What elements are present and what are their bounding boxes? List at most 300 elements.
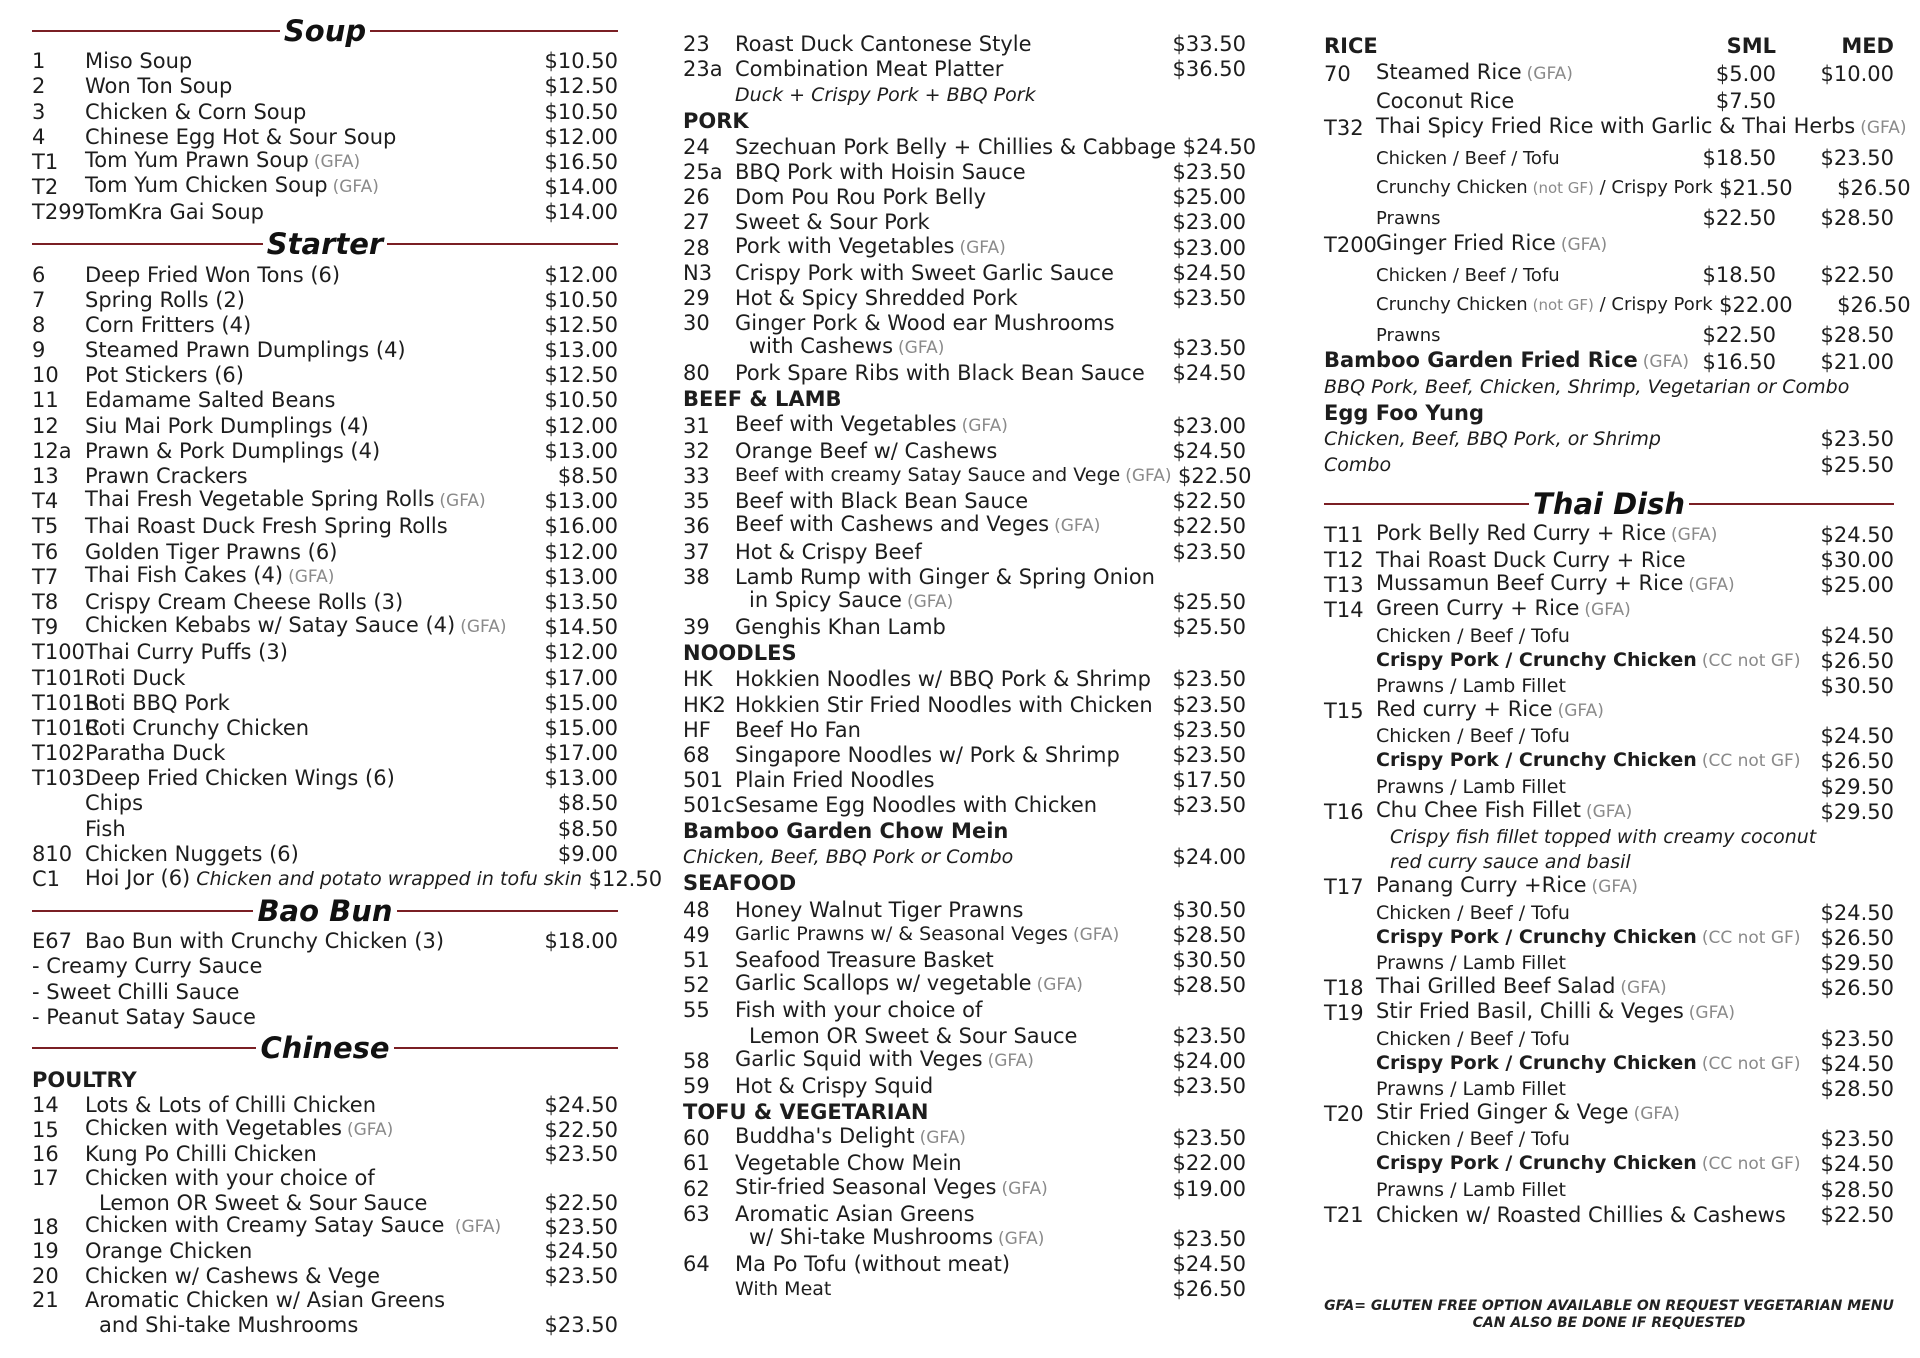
item-price: $25.50 (1172, 615, 1246, 640)
menu-item (683, 82, 1246, 107)
item-title: Orange Chicken (85, 1239, 253, 1264)
item-title: Prawn & Pork Dumplings (4) (85, 438, 381, 463)
item-note: Combo (1324, 453, 1392, 476)
item-title: Thai Grilled Beef Salad (1376, 974, 1616, 999)
item-number: 23a (683, 57, 723, 82)
menu-item (32, 791, 618, 816)
item-price: $19.00 (1172, 1176, 1246, 1201)
item-title: Chicken / Beef / Tofu (1376, 1027, 1570, 1050)
item-price: $24.50 (544, 1093, 618, 1118)
item-price: $13.50 (544, 589, 618, 614)
thai-item (1324, 1026, 1894, 1051)
item-name (85, 817, 538, 842)
item-title: and Shi-take Mushrooms (99, 1312, 359, 1337)
item-price: $22.50 (544, 1117, 618, 1142)
sauce-option (32, 1005, 618, 1030)
item-name (85, 464, 538, 489)
item-note: BBQ Pork, Beef, Chicken, Shrimp, Vegetarian or Combo (1324, 376, 1850, 399)
menu-item (683, 439, 1246, 464)
item-title: Fish with your choice of (735, 998, 983, 1023)
item-title: Roti Crunchy Chicken (85, 715, 310, 740)
item-title: Chicken with Creamy Satay Sauce (85, 1213, 445, 1238)
item-name (735, 1225, 1166, 1252)
thai-item (1324, 976, 1894, 1001)
item-number: 4 (32, 124, 46, 149)
item-number: 39 (683, 615, 710, 640)
menu-item (683, 32, 1246, 57)
sauce-option (32, 979, 618, 1004)
item-name (735, 718, 1166, 743)
item-name (85, 691, 538, 716)
item-price: $12.00 (544, 413, 618, 438)
item-title: Roast Duck Cantonese Style (735, 32, 1032, 57)
item-name (1376, 775, 1814, 800)
item-number: 80 (683, 361, 710, 386)
item-number: 48 (683, 897, 710, 922)
gfa-tag: (GFA) (1688, 1003, 1736, 1024)
item-number: 32 (683, 438, 710, 463)
item-number: T299 (32, 200, 85, 225)
menu-item (32, 590, 618, 615)
item-price: $25.00 (1820, 573, 1894, 598)
item-title: Beef with Black Bean Sauce (735, 489, 1029, 514)
item-title: in Spicy Sauce (749, 587, 902, 612)
item-title: Thai Fish Cakes (4) (85, 562, 284, 587)
item-number: 35 (683, 489, 710, 514)
item-number: T103 (32, 766, 85, 791)
item-price: $30.00 (1820, 547, 1894, 572)
gfa-tag: (GFA) (898, 338, 945, 359)
thai-item (1324, 724, 1894, 749)
item-title: Fish (85, 816, 126, 841)
item-title: Hot & Crispy Squid (735, 1073, 934, 1098)
category-label: Bamboo Garden Chow Mein (683, 819, 1009, 844)
menu-item (32, 766, 618, 791)
menu-item (32, 1289, 618, 1313)
item-price: $14.00 (544, 175, 618, 200)
gfa-tag: (GFA) (919, 1128, 966, 1149)
item-number: T9 (32, 615, 59, 640)
gfa-tag: (GFA) (1054, 516, 1101, 537)
item-number: T100 (32, 640, 85, 665)
menu-item (683, 768, 1246, 793)
item-price: $26.50 (1820, 648, 1894, 673)
item-name (735, 57, 1166, 82)
item-price: $24.50 (1172, 361, 1246, 386)
item-title: Sesame Egg Noodles with Chicken (735, 793, 1098, 818)
menu-item (32, 413, 618, 438)
item-title: Pork with Vegetables (735, 233, 955, 258)
gfa-tag: (CC not GF) (1701, 1053, 1801, 1074)
gfa-tag: (CC not GF) (1701, 1154, 1801, 1175)
item-title: Chicken Nuggets (6) (85, 841, 299, 866)
item-name (1376, 1178, 1814, 1203)
item-price: $23.50 (544, 1215, 618, 1240)
menu-item (32, 147, 618, 175)
thai-item (1324, 520, 1894, 548)
item-name (85, 414, 538, 439)
item-price: $29.50 (1820, 950, 1894, 975)
item-title: Sweet & Sour Pork (735, 210, 930, 235)
item-name (85, 439, 538, 464)
item-number: HK2 (683, 692, 726, 717)
item-number: 49 (683, 922, 710, 947)
menu-item (32, 539, 618, 564)
item-number: 2 (32, 74, 46, 99)
item-number: 68 (683, 742, 710, 767)
rule-line (370, 30, 618, 32)
menu-item (683, 1046, 1246, 1074)
item-number: 26 (683, 185, 710, 210)
item-price: $10.50 (544, 99, 618, 124)
item-title: Steamed Rice (1376, 60, 1522, 84)
item-name (85, 1142, 538, 1167)
item-name (1376, 114, 1907, 141)
rice-item (1324, 318, 1894, 348)
item-name (85, 288, 538, 313)
item-price: $12.00 (544, 124, 618, 149)
item-title: Crispy Pork with Sweet Garlic Sauce (735, 260, 1114, 285)
item-name (1376, 146, 1696, 171)
item-title: Beef with Vegetables (735, 411, 957, 436)
item-title: Pork Spare Ribs with Black Bean Sauce (735, 361, 1145, 386)
menu-item (32, 388, 618, 413)
item-price: $18.00 (544, 929, 618, 954)
item-number: 25a (683, 159, 723, 184)
item-name (1376, 1051, 1814, 1077)
item-note: Chicken and potato wrapped in tofu skin (196, 868, 583, 890)
item-number: 64 (683, 1252, 710, 1277)
item-title: Bao Bun with Crunchy Chicken (3) (85, 929, 445, 954)
item-title: Crispy Pork / Crunchy Chicken (1376, 1152, 1697, 1175)
item-price: $22.00 (1172, 1151, 1246, 1176)
item-title-extra: / Crispy Pork (1593, 294, 1713, 315)
item-name (1376, 521, 1814, 548)
item-price: $23.50 (1820, 1026, 1894, 1051)
rice-item (1324, 60, 1894, 87)
item-name (1376, 60, 1696, 87)
item-title: Thai Fresh Vegetable Spring Rolls (85, 487, 435, 512)
item-number: 3 (32, 99, 46, 124)
item-price: $16.00 (544, 514, 618, 539)
gfa-tag: (GFA) (346, 1119, 394, 1140)
item-price: $23.00 (1172, 413, 1246, 438)
item-name (85, 1191, 538, 1216)
category-label: PORK (683, 108, 749, 133)
item-title: Tom Yum Prawn Soup (85, 147, 309, 172)
item-number: 17 (32, 1166, 59, 1191)
item-number: T20 (1324, 1102, 1364, 1127)
thai-item (1324, 900, 1894, 925)
category-label: RICE (1324, 34, 1378, 58)
item-name (1376, 231, 1696, 258)
item-title: Stir Fried Basil, Chilli & Veges (1376, 999, 1684, 1024)
item-name (85, 338, 538, 363)
item-title: Lemon OR Sweet & Sour Sauce (99, 1190, 428, 1215)
item-price: $30.50 (1820, 673, 1894, 698)
menu-item (32, 288, 618, 313)
item-price: $22.50 (1172, 489, 1246, 514)
menu-item (683, 311, 1246, 336)
item-name (735, 234, 1166, 261)
item-name (85, 1213, 538, 1240)
section-title: Soup (283, 13, 367, 48)
rule-line (32, 1047, 256, 1049)
rice-item (1324, 201, 1894, 231)
item-price: $8.50 (557, 464, 618, 488)
item-number: 12a (32, 438, 72, 463)
item-title: TomKra Gai Soup (85, 200, 264, 225)
menu-item (32, 1094, 618, 1118)
item-name (735, 1175, 1166, 1202)
item-price: $28.50 (1172, 973, 1246, 998)
menu-item (683, 667, 1246, 692)
thai-item (1324, 674, 1894, 699)
item-note: Duck + Crispy Pork + BBQ Pork (735, 83, 1036, 106)
item-title: Stir-fried Seasonal Veges (735, 1174, 997, 1199)
menu-item (32, 741, 618, 766)
gfa-tag: (GFA) (1688, 575, 1735, 596)
item-title: Beef Ho Fan (735, 717, 861, 742)
rice-item (1324, 114, 1907, 141)
item-price: $25.50 (1172, 589, 1246, 614)
item-name (735, 286, 1166, 311)
item-title: with Cashews (749, 334, 894, 359)
item-price: $23.50 (1172, 285, 1246, 310)
item-title: Garlic Squid with Veges (735, 1046, 983, 1071)
item-number: 37 (683, 539, 710, 564)
price-medium: $26.50 (1837, 176, 1911, 200)
item-price: $24.00 (1172, 1048, 1246, 1073)
menu-item (683, 1074, 1246, 1099)
item-price: $8.50 (557, 791, 618, 816)
item-name (1376, 824, 1816, 850)
menu-column-2 (683, 12, 1257, 1302)
item-price: $24.50 (1172, 260, 1246, 285)
item-title: BBQ Pork with Hoisin Sauce (735, 159, 1026, 184)
item-name (735, 1047, 1166, 1074)
price-medium: $23.50 (1820, 146, 1894, 170)
menu-item (32, 665, 618, 690)
menu-item (32, 74, 618, 99)
item-price: $23.50 (544, 1263, 618, 1288)
thai-item (1324, 573, 1894, 598)
item-number: T13 (1324, 573, 1364, 598)
item-name (85, 590, 538, 615)
item-name (85, 1166, 538, 1191)
item-number: 29 (683, 285, 710, 310)
item-title: Hot & Spicy Shredded Pork (735, 285, 1018, 310)
item-name (735, 311, 1166, 336)
item-name (85, 173, 538, 200)
gfa-tag: (GFA) (460, 617, 507, 638)
item-title: Plain Fried Noodles (735, 768, 935, 793)
item-title: Chicken with Vegetables (85, 1115, 342, 1140)
rice-item (1324, 87, 1894, 114)
gfa-tag: (GFA) (288, 566, 335, 587)
item-name (735, 210, 1166, 235)
menu-item (32, 338, 618, 363)
menu-item (683, 261, 1246, 286)
menu-column-1 (32, 12, 663, 1338)
item-number: 16 (32, 1141, 59, 1166)
item-name (735, 463, 1172, 489)
price-medium: $22.50 (1820, 263, 1894, 287)
item-title: Prawn Crackers (85, 464, 248, 488)
item-name (85, 766, 538, 791)
item-price: $23.50 (544, 1141, 618, 1166)
gfa-tag: (GFA) (449, 1217, 502, 1238)
price-small: $22.50 (1702, 323, 1776, 347)
sauce-name: - Peanut Satay Sauce (32, 1004, 256, 1029)
thai-item (1324, 797, 1894, 825)
gfa-tag: (GFA) (1620, 978, 1667, 999)
item-title: With Meat (735, 1278, 832, 1301)
item-title: Chicken / Beef / Tofu (1376, 265, 1560, 286)
gfa-tag: (GFA) (906, 591, 954, 612)
item-title: Roti Duck (85, 665, 186, 690)
item-number: 61 (683, 1151, 710, 1176)
rice-item (1324, 258, 1894, 288)
item-title: Garlic Scallops w/ vegetable (735, 971, 1032, 996)
item-number: 10 (32, 363, 59, 388)
item-name (1376, 697, 1814, 724)
item-price: $13.00 (544, 489, 618, 514)
item-number: 28 (683, 235, 710, 260)
menu-item (32, 842, 618, 867)
item-price: $14.00 (544, 200, 618, 225)
item-title: w/ Shi-take Mushrooms (749, 1224, 994, 1249)
item-name (85, 200, 538, 225)
item-price: $9.00 (557, 841, 618, 866)
item-price: $30.50 (1172, 948, 1246, 972)
item-title: Garlic Prawns w/ & Seasonal Veges (735, 922, 1068, 945)
item-number: 7 (32, 287, 46, 312)
item-name (1376, 1151, 1814, 1177)
item-number: 21 (32, 1288, 59, 1313)
menu-item (32, 615, 618, 640)
item-name (735, 160, 1166, 185)
item-name (735, 1151, 1166, 1176)
item-price: $23.50 (1820, 427, 1894, 452)
item-price: $12.00 (544, 539, 618, 564)
menu-item (32, 49, 618, 74)
item-price: $23.50 (1172, 1023, 1246, 1048)
item-title: Prawns / Lamb Fillet (1376, 775, 1566, 798)
item-name (1376, 925, 1814, 951)
size-medium-header: MED (1841, 34, 1894, 58)
item-price: $26.50 (1820, 749, 1894, 774)
thai-item (1324, 850, 1894, 875)
menu-item (32, 929, 618, 954)
item-title: Beef with creamy Satay Sauce and Vege (735, 464, 1121, 486)
gfa-tag: (GFA) (1633, 1104, 1680, 1125)
item-title: Genghis Khan Lamb (735, 615, 946, 640)
item-price: $26.50 (1820, 976, 1894, 1001)
item-note: Chicken, Beef, BBQ Pork, or Shrimp (1324, 428, 1661, 451)
item-note: Chicken, Beef, BBQ Pork or Combo (683, 846, 1014, 869)
menu-item (683, 361, 1246, 386)
item-name (735, 32, 1166, 57)
item-title: Lemon OR Sweet & Sour Sauce (749, 1023, 1078, 1048)
item-number: T21 (1324, 1202, 1364, 1227)
menu-item (32, 262, 618, 287)
menu-item (32, 691, 618, 716)
item-number: 33 (683, 464, 710, 488)
gfa-tag: (GFA) (961, 415, 1008, 436)
menu-item (683, 160, 1246, 185)
menu-item (683, 185, 1246, 210)
gfa-footnote: GFA= GLUTEN FREE OPTION AVAILABLE ON REQUEST VEGETARIAN MENU CAN ALSO BE DONE IF REQUESTED (1324, 1298, 1894, 1331)
item-title: Tom Yum Chicken Soup (85, 173, 328, 198)
item-name (1376, 323, 1696, 348)
menu-item (683, 1202, 1246, 1227)
item-price: $33.50 (1172, 32, 1246, 57)
item-name (735, 948, 1166, 973)
item-price: $28.50 (1820, 1076, 1894, 1101)
menu-item (683, 845, 1246, 870)
menu-item (683, 948, 1246, 973)
item-title: Singapore Noodles w/ Pork & Shrimp (735, 742, 1120, 767)
item-number: T16 (1324, 799, 1364, 824)
item-title: Hokkien Noodles w/ BBQ Pork & Shrimp (735, 667, 1151, 692)
item-price: $23.00 (1172, 210, 1246, 235)
item-price: $24.50 (1820, 623, 1894, 648)
thai-item (1324, 1152, 1894, 1177)
item-name (85, 1116, 538, 1143)
item-number: T8 (32, 589, 59, 614)
item-name (85, 388, 538, 413)
item-title: Ma Po Tofu (without meat) (735, 1252, 1011, 1277)
item-title: Crispy Cream Cheese Rolls (3) (85, 589, 404, 614)
category-label: NOODLES (683, 641, 797, 666)
category-label: TOFU & VEGETARIAN (683, 1099, 929, 1124)
item-name (735, 361, 1166, 386)
item-name (735, 439, 1166, 464)
item-name (85, 842, 538, 867)
item-number: 38 (683, 564, 710, 589)
item-title: Prawns / Lamb Fillet (1376, 1178, 1566, 1201)
item-number: 501 (683, 768, 724, 793)
item-price: $28.50 (1820, 1177, 1894, 1202)
item-number: 12 (32, 413, 59, 438)
item-number: 23 (683, 32, 710, 57)
item-title: Corn Fritters (4) (85, 312, 252, 337)
item-number: 1 (32, 49, 46, 74)
item-number: 19 (32, 1239, 59, 1264)
gfa-tag: (GFA) (959, 237, 1006, 258)
price-small: $18.50 (1702, 263, 1776, 287)
gfa-tag: (GFA) (998, 1228, 1045, 1249)
item-name (85, 514, 538, 539)
item-name (85, 929, 538, 954)
gfa-tag: (GFA) (987, 1050, 1034, 1071)
price-small: $21.50 (1719, 176, 1793, 200)
item-price: $24.50 (1820, 522, 1894, 547)
item-price: $17.00 (544, 665, 618, 690)
item-price: $23.50 (1172, 1126, 1246, 1151)
item-title: Chicken w/ Cashews & Vege (85, 1263, 381, 1288)
menu-item (683, 489, 1246, 514)
item-price: $15.00 (544, 690, 618, 715)
item-price: $13.00 (544, 438, 618, 463)
item-price: $22.50 (544, 1190, 618, 1215)
item-name (1376, 548, 1814, 573)
item-title: Lamb Rump with Ginger & Spring Onion (735, 564, 1155, 589)
item-name (1376, 571, 1814, 598)
item-number: 52 (683, 973, 710, 998)
item-title: Golden Tiger Prawns (6) (85, 539, 338, 564)
